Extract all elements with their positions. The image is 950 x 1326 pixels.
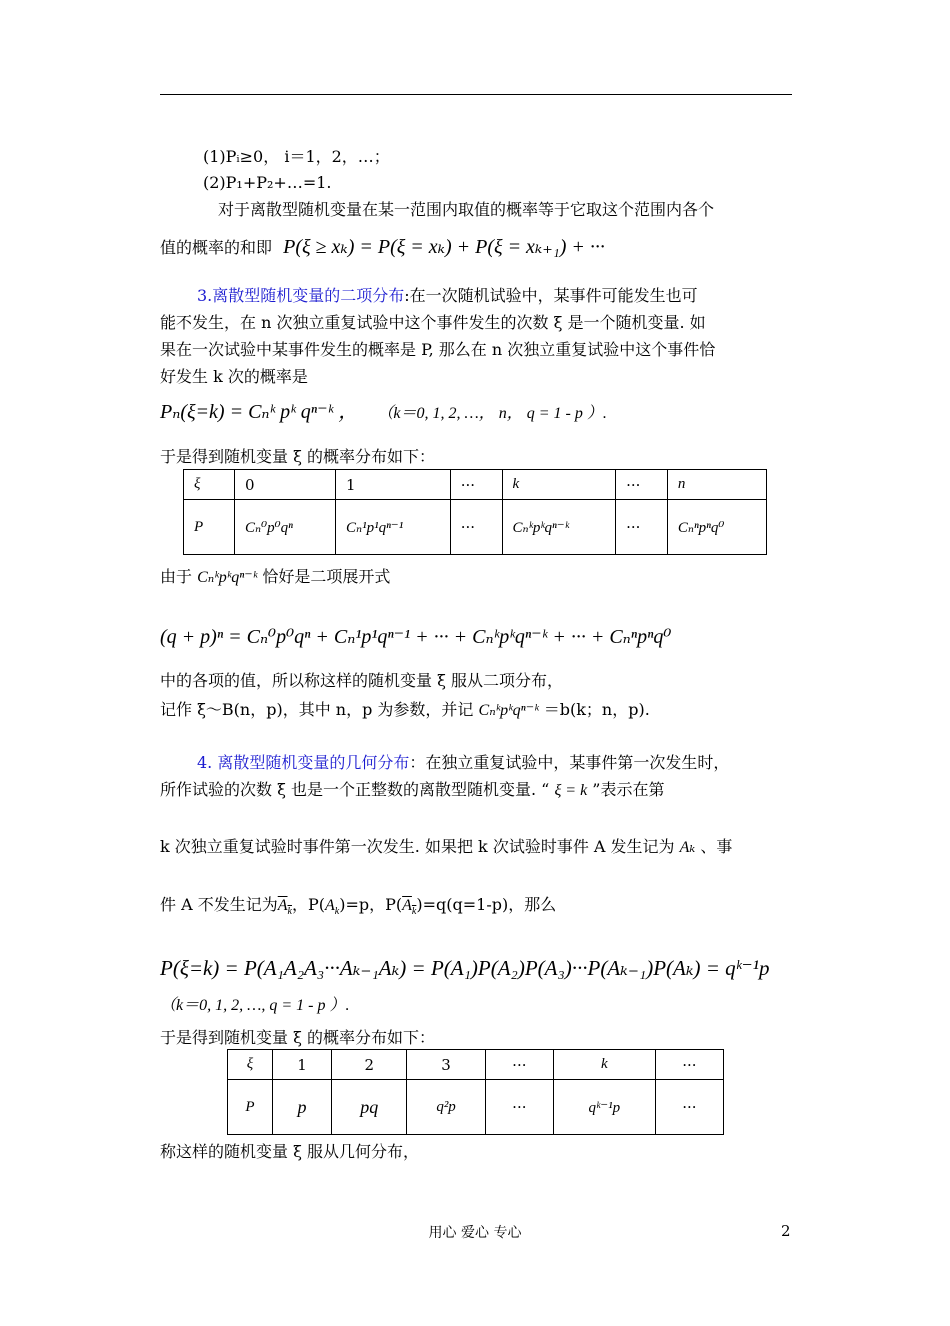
notation-line (160, 699, 650, 722)
table1-p-cell: ··· (450, 500, 502, 555)
condition-1: (1)Pᵢ≥0， i＝1，2，…； (203, 147, 390, 166)
binomial-table (183, 469, 767, 555)
table1-xi-cell: ··· (616, 470, 668, 500)
table2-xi-cell: ··· (485, 1050, 553, 1080)
binomial-expansion: (q + p)ⁿ = Cₙ⁰p⁰qⁿ + Cₙ¹p¹qⁿ⁻¹ + ··· + Cₙᵏpᵏqⁿ⁻ᵏ + ··· + Cₙⁿpⁿq⁰ (160, 626, 672, 648)
table2-xi-label: ξ (228, 1050, 273, 1080)
binomial-pmf-line (160, 401, 607, 425)
notation-term: Cₙᵏpᵏqⁿ⁻ᵏ (478, 702, 539, 719)
section3-title: 离散型随机变量的二项分布 (212, 286, 405, 305)
table1-xi-cell: 0 (235, 470, 336, 500)
page-footer: 用心 爱心 专心 (428, 1225, 522, 1241)
table1-xi-label: ξ (184, 470, 235, 500)
binomial-table-xi-row (184, 470, 767, 500)
binomial-pmf: Pₙ(ξ=k) = Cₙᵏ pᵏ qⁿ⁻ᵏ ， (160, 401, 359, 423)
event-ak: Aₖ (679, 839, 696, 856)
event-ak-prob: $A_k$ (324, 897, 340, 917)
table1-p-cell: Cₙⁿpⁿq⁰ (667, 500, 766, 555)
geometric-table-xi-row (228, 1050, 724, 1080)
binomial-range: （k＝0, 1, 2, …， n， q = 1 - p ）. (377, 405, 607, 422)
section4-text2a: 所作试验的次数 ξ 也是一个正整数的离散型随机变量. “ (160, 780, 550, 799)
table2-xi-cell: 1 (273, 1050, 332, 1080)
range-paragraph-line2 (160, 236, 605, 259)
binomial-table-p-row (184, 500, 767, 555)
section3-line1 (197, 285, 698, 307)
section4-line2 (160, 779, 664, 802)
distribution-intro-2: 于是得到随机变量 ξ 的概率分布如下： (160, 1028, 435, 1047)
table2-xi-cell: k (553, 1050, 655, 1080)
section4-number: 4. (197, 753, 213, 772)
section4-text2b: ”表示在第 (592, 780, 665, 799)
section4-title: 离散型随机变量的几何分布 (217, 753, 410, 772)
section4-text3a: k 次独立重复试验时事件第一次发生. 如果把 k 次试验时事件 A 发生记为 (160, 837, 675, 856)
table1-xi-cell: n (667, 470, 766, 500)
condition-2: (2)P₁+P₂+…=1. (203, 173, 332, 192)
section3-line3: 果在一次试验中某事件发生的概率是 P, 那么在 n 次独立重复试验中这个事件恰 (160, 340, 716, 359)
geometric-range: （k＝0, 1, 2, …, q = 1 - p ）. (160, 997, 350, 1014)
section4-line3 (160, 836, 732, 859)
table2-p-cell: ··· (655, 1080, 723, 1135)
range-paragraph-text: 值的概率的和即 (160, 238, 273, 257)
notation-text-b: ＝b(k；n，p). (543, 700, 650, 719)
because-term: Cₙᵏpᵏqⁿ⁻ᵏ (197, 569, 258, 586)
table2-p-cell: qᵏ⁻¹p (553, 1080, 655, 1135)
table2-p-cell: pq (332, 1080, 407, 1135)
table2-p-cell: q²p (407, 1080, 485, 1135)
geometric-formula: P(ξ=k) = P(A₁A₂A₃···Aₖ₋₁Aₖ) = P(A₁)P(A₂)P(A₃)···P(Aₖ₋₁)P(Aₖ) = qᵏ⁻¹p (160, 956, 770, 980)
binomial-name: 中的各项的值，所以称这样的随机变量 ξ 服从二项分布， (160, 671, 563, 690)
notation-text-a: 记作 ξ～B(n，p)，其中 n，p 为参数，并记 (160, 700, 474, 719)
table2-xi-cell: 3 (407, 1050, 485, 1080)
table1-p-cell: Cₙ⁰p⁰qⁿ (235, 500, 336, 555)
table1-p-cell: ··· (616, 500, 668, 555)
section4-text4c: )=p，P( (339, 895, 403, 914)
geometric-table (227, 1049, 724, 1135)
table1-xi-cell: k (502, 470, 616, 500)
section4-line4 (160, 894, 556, 923)
section4-text4b: ，P( (291, 895, 325, 914)
event-not-ak: $A_k$ (277, 897, 292, 917)
because-text-b: 恰好是二项展开式 (262, 567, 391, 586)
section3-line2: 能不发生，在 n 次独立重复试验中这个事件发生的次数 ξ 是一个随机变量. 如 (160, 313, 706, 332)
table2-p-label: P (228, 1080, 273, 1135)
because-text-a: 由于 (160, 567, 193, 586)
geometric-name: 称这样的随机变量 ξ 服从几何分布， (160, 1142, 419, 1161)
section4-text4a: 件 A 不发生记为 (160, 895, 278, 914)
section4-text4d: )=q(q=1-p)，那么 (416, 895, 557, 914)
section3-number: 3. (197, 286, 213, 305)
section3-text1: :在一次随机试验中，某事件可能发生也可 (404, 286, 698, 305)
because-line (160, 566, 390, 589)
table2-p-cell: ··· (485, 1080, 553, 1135)
section4-text1: ：在独立重复试验中，某事件第一次发生时， (409, 753, 730, 772)
range-paragraph-line1: 对于离散型随机变量在某一范围内取值的概率等于它取这个范围内各个 (218, 200, 715, 219)
section3-line4: 好发生 k 次的概率是 (160, 367, 308, 386)
section4-text3b: 、事 (700, 837, 733, 856)
table1-p-cell: Cₙᵏpᵏqⁿ⁻ᵏ (502, 500, 616, 555)
event-not-ak-prob: $A_k$ (402, 897, 417, 917)
table1-xi-cell: 1 (335, 470, 450, 500)
table2-xi-cell: ··· (655, 1050, 723, 1080)
distribution-intro-1: 于是得到随机变量 ξ 的概率分布如下： (160, 447, 435, 466)
section4-line1 (197, 752, 729, 774)
table1-p-label: P (184, 500, 235, 555)
table1-p-cell: Cₙ¹p¹qⁿ⁻¹ (335, 500, 450, 555)
geometric-table-p-row (228, 1080, 724, 1135)
table1-xi-cell: ··· (450, 470, 502, 500)
range-formula: P(ξ ≥ xₖ) = P(ξ = xₖ) + P(ξ = xₖ₊₁) + ··· (283, 236, 605, 258)
table2-p-cell: p (273, 1080, 332, 1135)
table2-xi-cell: 2 (332, 1050, 407, 1080)
xi-equals-k: ξ = k (554, 782, 588, 799)
header-rule (160, 94, 792, 95)
page-number: 2 (781, 1222, 791, 1240)
